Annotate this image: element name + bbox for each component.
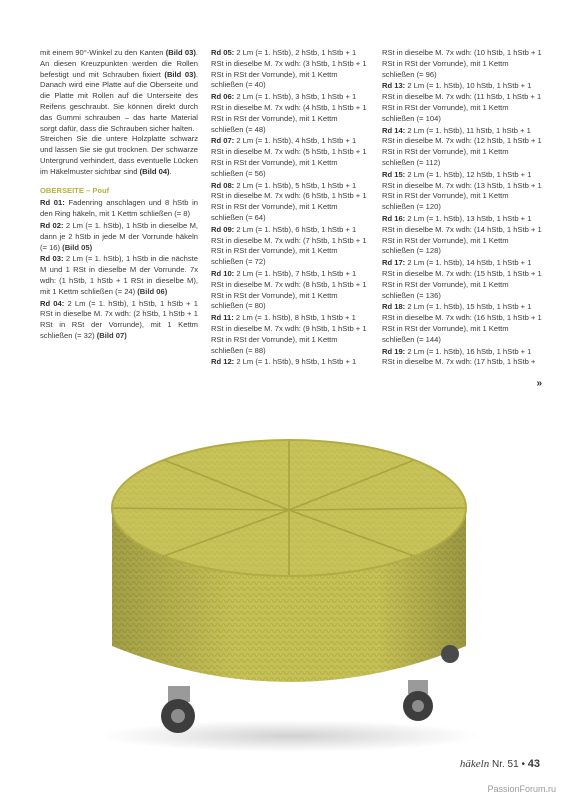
magazine-brand: häkeln [459,758,490,770]
row-text: 2 Lm (= 1. hStb), 1 hStb in dieselbe M, dann je 2 hStb in jede M der Vorrunde häkeln (= 16) [40,220,199,252]
row-text: 2 Lm (= 1. hStb), 4 hStb, 1 hStb + 1 RSt in dieselbe M. 7x wdh: (5 hStb, 1 hStb + 1 RSt in RSt der Vorrunde), mit 1 Kettm schließen (= 56) [211,136,367,178]
floor-shadow [100,720,480,752]
footer-bullet: • [521,759,525,770]
row-label: Rd 07: [211,136,235,146]
instruction-row [211,225,370,268]
row-label: Rd 19: [382,346,406,356]
row-label: Rd 01: [40,198,65,208]
row-text: Fadenring anschlagen und 8 hStb in den Ring häkeln, mit 1 Kettm schließen (= 8) [40,198,198,219]
pouf-illustration [0,418,566,763]
row-label: Rd 03: [40,254,64,264]
row-text: 2 Lm (= 1. hStb), 9 hStb, 1 hStb + 1 [234,357,357,367]
figure-reference: (Bild 07) [96,330,127,340]
text-column-1 [40,48,198,343]
watermark: PassionForum.ru [487,784,556,794]
row-text: 2 Lm (= 1. hStb), 15 hStb, 1 hStb + 1 RSt in dieselbe M. 7x wdh: (16 hStb, 1 hStb + 1 RSt in RSt der Vorrunde), mit 1 Kettm schließen (= 144) [382,302,542,344]
instruction-row [40,198,198,220]
instruction-row [382,170,542,213]
row-text: 2 Lm (= 1. hStb), 8 hStb, 1 hStb + 1 RSt in dieselbe M. 7x wdh: (9 hStb, 1 hStb + 1 RSt in RSt der Vorrunde), mit 1 Kettm schließen (= 88) [211,313,367,355]
instruction-row [211,181,370,224]
instruction-row [382,126,542,169]
row-label: Rd 18: [382,302,406,312]
instruction-row [382,347,542,369]
instruction-row [382,81,542,124]
row-text: 2 Lm (= 1. hStb), 7 hStb, 1 hStb + 1 RSt in dieselbe M. 7x wdh: (8 hStb, 1 hStb + 1 RSt in RSt der Vorrunde), mit 1 Kettm schließen (= 80) [211,268,367,311]
row-label: Rd 13: [382,81,406,91]
instruction-row [211,313,370,356]
text-column-2 [211,48,370,369]
page-footer [460,758,540,770]
row-label: Rd 10: [211,268,235,278]
row-text: 2 Lm (= 1. hStb), 12 hStb, 1 hStb + 1 RSt in dieselbe M. 7x wdh: (13 hStb, 1 hStb + 1 RSt in RSt der Vorrunde), mit 1 Kettm schließen (= 120) [382,169,542,212]
instruction-row [40,254,198,297]
row-label: Rd 17: [382,258,406,268]
column3-rows [382,81,542,368]
section-heading: OBERSEITE – Pouf [40,185,110,195]
row-label: Rd 08: [211,180,235,190]
row-label: Rd 04: [40,298,65,308]
row-text: 2 Lm (= 1. hStb), 3 hStb, 1 hStb + 1 RSt in dieselbe M. 7x wdh: (4 hStb, 1 hStb + 1 RSt in RSt der Vorrunde), mit 1 Kettm schließen (= 48) [211,92,367,134]
text-column-3 [382,48,542,369]
figure-reference: (Bild 06) [137,286,168,296]
issue-number: Nr. 51 [491,759,519,770]
intro-paragraph-1: mit einem 90°-Winkel zu den Kanten (Bild 03). An diesen Kreuzpunkten werden die Rollen befestigt und mit Schrauben fixiert (Bild 03). Danach wird eine Platte auf die Oberseite und die Platte mit Rollen auf die Unterseite des Reifens geschraubt. Sie können direkt durch das Gummi schrauben – das harte Material sorgt dafür, dass die Schrauben sicher halten. [40,48,199,133]
instruction-row [40,221,198,253]
row-label: Rd 14: [382,125,406,135]
row-label: Rd 16: [382,213,406,223]
column1-rows [40,198,198,341]
row-text: 2 Lm (= 1. hStb), 16 hStb, 1 hStb + 1 RSt in dieselbe M. 7x wdh: (17 hStb, 1 hStb + [382,346,536,367]
instruction-row [40,299,198,342]
column3-lead-text: RSt in dieselbe M. 7x wdh: (10 hStb, 1 hStb + 1 RSt in RSt der Vorrunde), mit 1 Kettm schließen (= 96) [382,48,542,79]
intro-paragraph-2: Streichen Sie die untere Holzplatte schwarz und lassen Sie sie gut trocknen. Der schwarze Untergrund verhindert, dass eventuelle Lücken im Häkelmuster sichtbar sind (Bild 04). [40,134,198,176]
row-text: 2 Lm (= 1. hStb), 5 hStb, 1 hStb + 1 RSt in dieselbe M. 7x wdh: (6 hStb, 1 hStb + 1 RSt in RSt der Vorrunde), mit 1 Kettm schließen (= 64) [211,180,367,222]
column2-rows [211,48,370,368]
row-text: 2 Lm (= 1. hStb), 1 hStb in die nächste M und 1 RSt in dieselbe M der Vorrunde. 7x wdh: (1 hStb, 1 hStb + 1 RSt in dieselbe M), mit 1 Kettm schließen (= 24) [40,254,198,296]
row-text: 2 Lm (= 1. hStb), 11 hStb, 1 hStb + 1 RSt in dieselbe M. 7x wdh: (12 hStb, 1 hStb + 1 RSt in RSt der Vorrunde), mit 1 Kettm schließen (= 112) [382,125,542,167]
row-text: 2 Lm (= 1. hStb), 6 hStb, 1 hStb + 1 RSt in dieselbe M. 7x wdh: (7 hStb, 1 hStb + 1 RSt in RSt der Vorrunde), mit 1 Kettm schließen (= 72) [211,224,367,267]
instruction-row [211,48,370,91]
figure-reference: (Bild 05) [62,242,93,252]
pouf-photo [0,418,566,763]
row-label: Rd 09: [211,224,235,234]
row-label: Rd 02: [40,220,64,230]
instruction-row [211,269,370,312]
row-text: 2 Lm (= 1. hStb), 2 hStb, 1 hStb + 1 RSt in dieselbe M. 7x wdh: (3 hStb, 1 hStb + 1 RSt in RSt der Vorrunde), mit 1 Kettm schließen (= 40) [211,48,367,90]
row-label: Rd 06: [211,92,235,102]
row-text: 2 Lm (= 1. hStb), 13 hStb, 1 hStb + 1 RSt in dieselbe M. 7x wdh: (14 hStb, 1 hStb + 1 RSt in RSt der Vorrunde), mit 1 Kettm schließen (= 128) [382,213,542,256]
row-label: Rd 05: [211,48,235,57]
page-number: 43 [527,758,540,770]
instruction-row [382,258,542,301]
instruction-row [211,92,370,135]
instruction-row [211,357,370,368]
row-text: 2 Lm (= 1. hStb), 1 hStb, 1 hStb + 1 RSt in dieselbe M. 7x wdh: (2 hStb, 1 hStb + 1 RSt in RSt der Vorrunde), mit 1 Kettm schließen (= 32) [40,298,198,340]
row-label: Rd 12: [211,357,235,367]
instruction-row [382,214,542,257]
continue-mark: » [536,378,542,389]
row-text: 2 Lm (= 1. hStb), 14 hStb, 1 hStb + 1 RSt in dieselbe M. 7x wdh: (15 hStb, 1 hStb + 1 RSt in RSt der Vorrunde), mit 1 Kettm schließen (= 136) [382,258,542,300]
row-label: Rd 11: [211,313,234,323]
row-label: Rd 15: [382,169,406,179]
instruction-row [211,136,370,179]
row-text: 2 Lm (= 1. hStb), 10 hStb, 1 hStb + 1 RSt in dieselbe M. 7x wdh: (11 hStb, 1 hStb + 1 RSt in RSt der Vorrunde), mit 1 Kettm schließen (= 104) [382,81,542,123]
instruction-row [382,302,542,345]
